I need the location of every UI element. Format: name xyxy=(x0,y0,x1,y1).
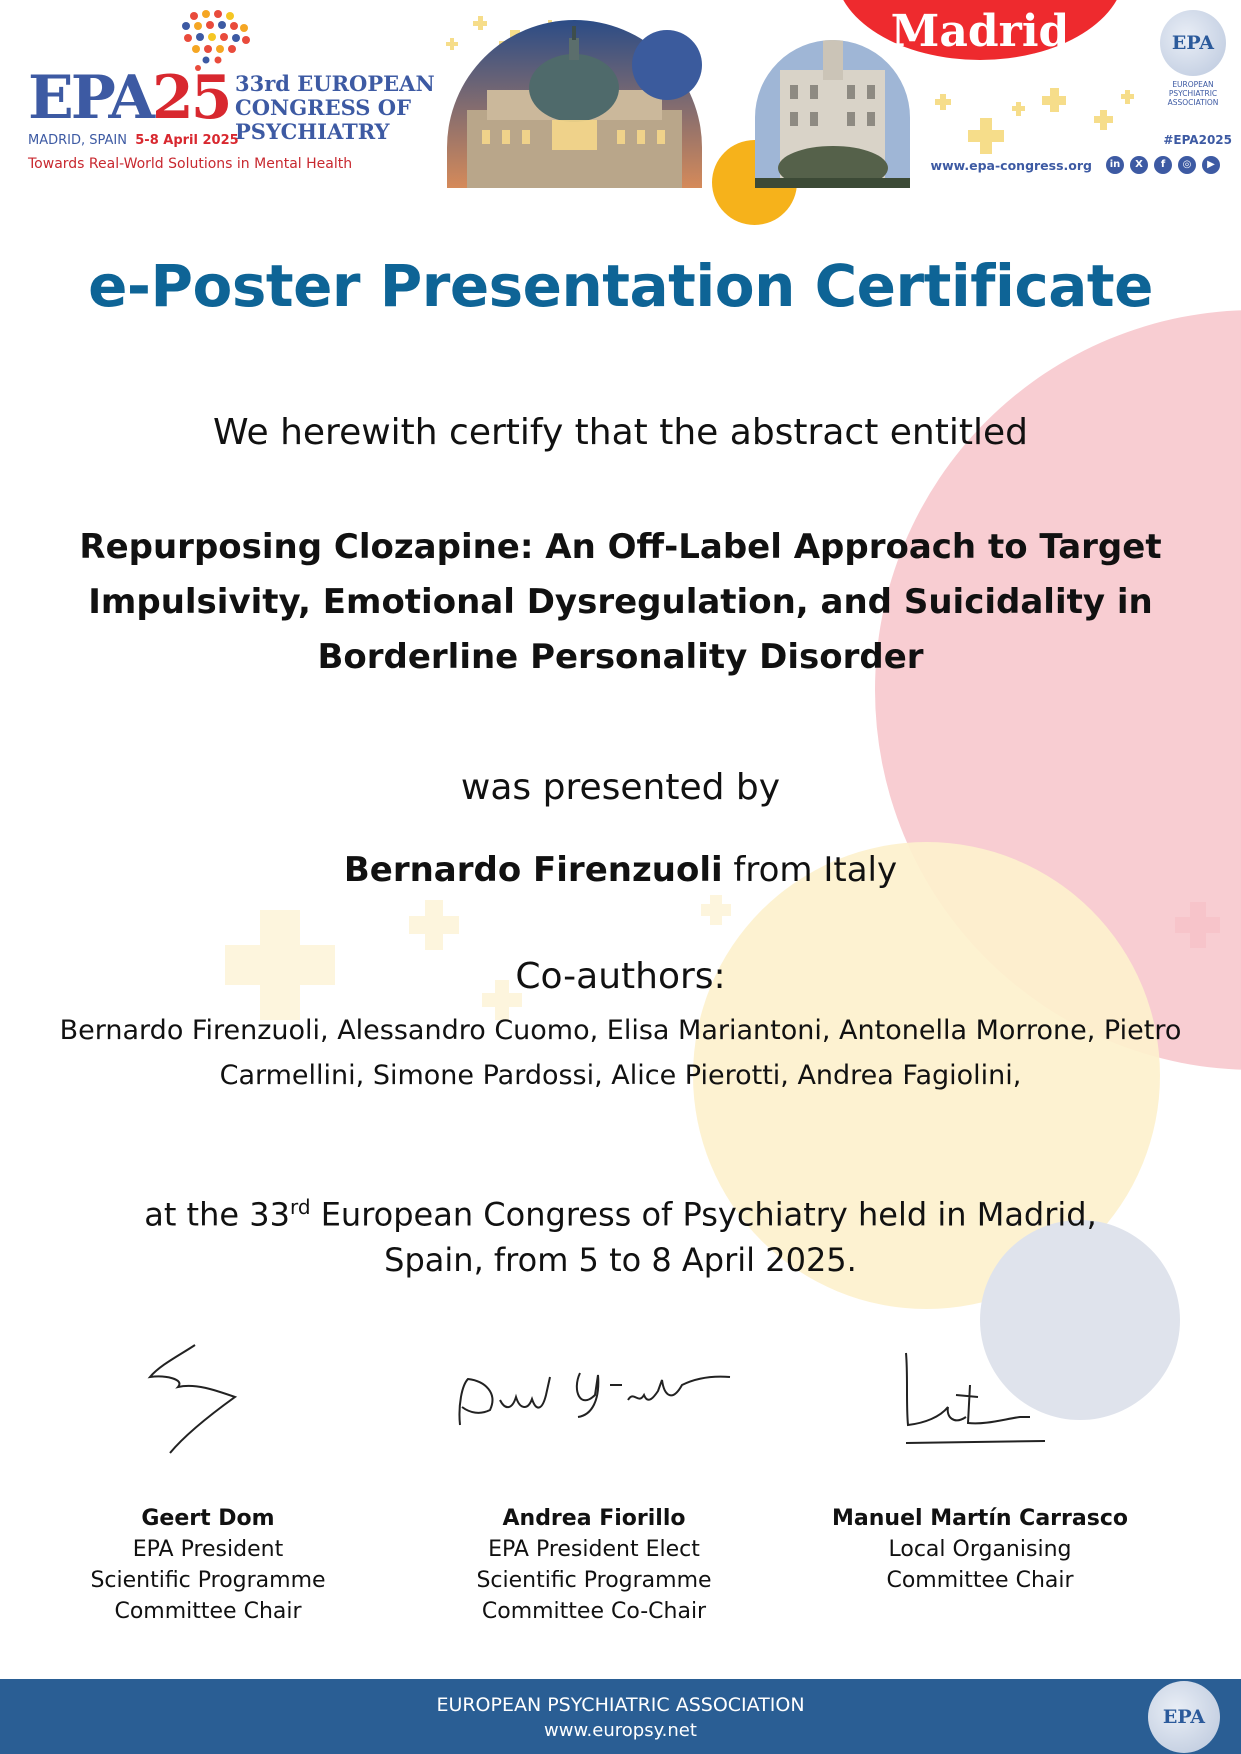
signatory-role: Committee Chair xyxy=(886,1568,1074,1593)
epa25-wordmark xyxy=(28,63,230,133)
location-text: MADRID, SPAIN xyxy=(28,133,127,148)
epa-association-logo: EPA xyxy=(1160,10,1226,76)
signatory-role: EPA President xyxy=(132,1537,284,1562)
linkedin-icon[interactable]: in xyxy=(1106,156,1124,174)
congress-dates: 5-8 April 2025 xyxy=(135,133,239,148)
congress-statement-post: European Congress of Psychiatry held in Madrid, xyxy=(310,1195,1097,1234)
epa-association-name: EUROPEAN PSYCHIATRIC ASSOCIATION xyxy=(1167,80,1219,107)
signatory-role: Local Organising xyxy=(888,1537,1072,1562)
signatory-role: Scientific Programme xyxy=(476,1568,712,1593)
signatory-1 xyxy=(43,1503,373,1627)
presenter xyxy=(40,850,1201,890)
facebook-icon[interactable]: f xyxy=(1154,156,1172,174)
certificate-title: e-Poster Presentation Certificate xyxy=(88,252,1153,320)
congress-location xyxy=(28,133,239,148)
coauthors-list: Bernardo Firenzuoli, Alessandro Cuomo, Elisa Mariantoni, Antonella Morrone, Pietro Carmellini, Simone Pardossi, Alice Pierotti, Andrea Fagiolini, xyxy=(59,1015,1182,1091)
congress-hashtag: #EPA2025 xyxy=(1163,133,1232,147)
cibeles-palace-photo xyxy=(755,40,910,188)
footer-bar xyxy=(0,1679,1241,1754)
certify-intro: We herewith certify that the abstract entitled xyxy=(213,412,1028,453)
congress-tagline: Towards Real-World Solutions in Mental Health xyxy=(28,156,353,172)
footer-website[interactable]: www.europsy.net xyxy=(544,1720,697,1741)
epa25-logo xyxy=(28,10,435,180)
congress-title: 33rd EUROPEAN CONGRESS OF PSYCHIATRY xyxy=(235,71,435,144)
presenter-country: from Italy xyxy=(722,850,898,890)
city-badge: Madrid xyxy=(890,6,1070,57)
presented-by-text: was presented by xyxy=(460,767,781,808)
congress-statement xyxy=(40,1185,1201,1283)
footer-org-name: EUROPEAN PSYCHIATRIC ASSOCIATION xyxy=(436,1694,805,1716)
presenter-name: Bernardo Firenzuoli xyxy=(343,850,723,890)
signatory-3 xyxy=(815,1503,1145,1596)
signatory-name: Andrea Fiorillo xyxy=(502,1506,686,1531)
footer-epa-logo: EPA xyxy=(1148,1681,1220,1753)
brand-25: 25 xyxy=(152,63,230,133)
signatory-role: Committee Co-Chair xyxy=(481,1599,707,1624)
instagram-icon[interactable]: ◎ xyxy=(1178,156,1196,174)
brand-epa: EPA xyxy=(28,63,153,133)
signature-andrea-fiorillo xyxy=(450,1355,740,1435)
youtube-icon[interactable]: ▶ xyxy=(1202,156,1220,174)
congress-statement-line2: Spain, from 5 to 8 April 2025. xyxy=(384,1240,857,1279)
signatory-name: Manuel Martín Carrasco xyxy=(832,1506,1128,1531)
signatory-role: Committee Chair xyxy=(114,1599,302,1624)
abstract-title: Repurposing Clozapine: An Off-Label Approach to Target Impulsivity, Emotional Dysregulation, and Suicidality in Borderline Personality Disorder xyxy=(79,527,1162,677)
signature-manuel-martin-carrasco xyxy=(890,1345,1050,1450)
signatory-role: Scientific Programme xyxy=(90,1568,326,1593)
congress-website[interactable]: www.epa-congress.org xyxy=(930,158,1092,173)
signatory-name: Geert Dom xyxy=(141,1506,275,1531)
signature-geert-dom xyxy=(140,1335,260,1460)
ordinal-suffix: rd xyxy=(289,1195,311,1219)
coauthors-heading: Co-authors: xyxy=(515,956,726,997)
header-circle-blue xyxy=(632,30,702,100)
signatory-2 xyxy=(429,1503,759,1627)
congress-header xyxy=(0,0,1241,190)
congress-statement-pre: at the 33 xyxy=(144,1195,290,1234)
decorative-crosses xyxy=(220,880,1220,1020)
sparkle-crosses-right xyxy=(920,80,1150,160)
x-icon[interactable]: X xyxy=(1130,156,1148,174)
signatory-role: EPA President Elect xyxy=(488,1537,700,1562)
